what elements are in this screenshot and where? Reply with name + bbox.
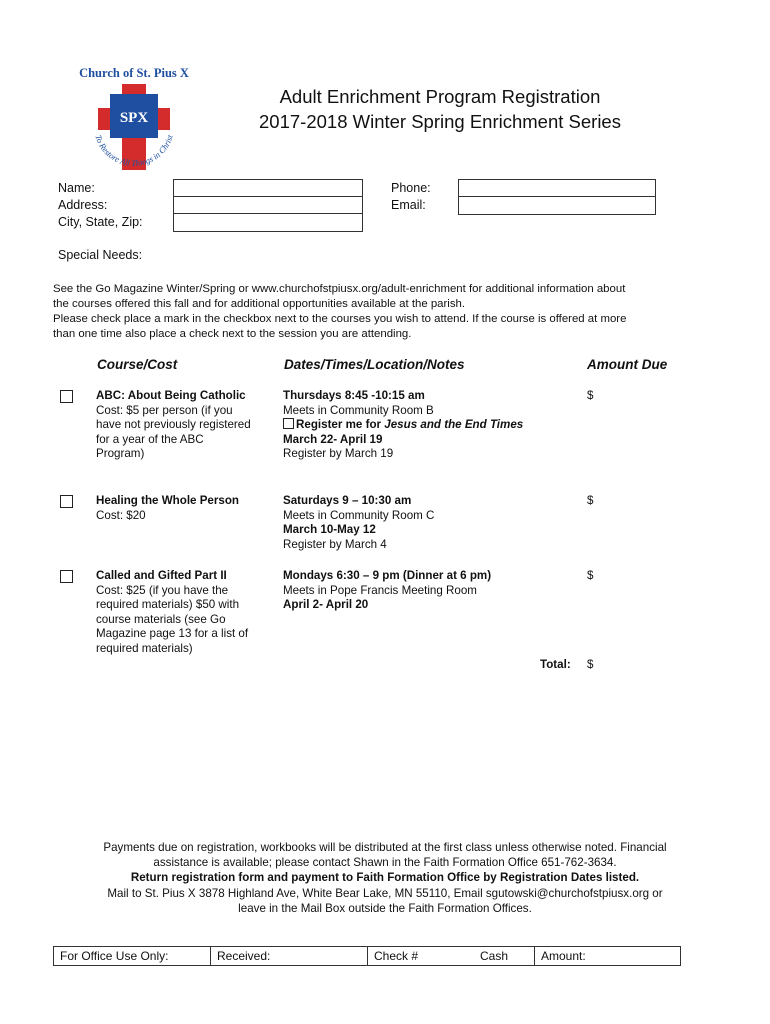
column-header-course: Course/Cost (97, 357, 178, 372)
course-checkbox-healing[interactable] (60, 495, 73, 508)
amount-due-called-gifted[interactable]: $ (587, 569, 594, 582)
column-header-dates: Dates/Times/Location/Notes (284, 357, 465, 372)
city-state-zip-field[interactable] (173, 213, 363, 232)
office-cash: Cash (480, 949, 509, 963)
office-use-label: For Office Use Only: (60, 949, 169, 963)
course-called-gifted-details: Mondays 6:30 – 9 pm (Dinner at 6 pm) Meets in Pope Francis Meeting Room April 2- April 20 (283, 569, 492, 612)
logo-monogram: SPX (119, 110, 149, 126)
amount-due-healing[interactable]: $ (587, 494, 594, 507)
office-received: Received: (210, 947, 367, 965)
special-needs-label: Special Needs: (58, 248, 143, 262)
course-called-gifted: Called and Gifted Part II Cost: $25 (if you have the required materials) $50 with course materials (see Go Magazine page 13 for a list of required materials) (96, 569, 249, 655)
instructions: See the Go Magazine Winter/Spring or www.churchofstpiusx.org/adult-enrichment for additional information about the courses offered this fall and for additional opportunities available at the parish. Please check place a mark in the checkbox next to the courses you wish to attend. If the course is offered at more than one time also place a check next to the session you are attending. (53, 283, 627, 340)
total-amount[interactable]: $ (587, 658, 594, 671)
church-name-logo-text: Church of St. Pius X (79, 66, 189, 80)
course-checkbox-abc[interactable] (60, 390, 73, 403)
address-label: Address: (58, 198, 108, 212)
special-needs-field[interactable] (160, 248, 660, 264)
payment-info: Payments due on registration, workbooks will be distributed at the first class unless otherwise noted. Financial assistance is available; please contact Shawn in the Faith Formation Office 651-762-3634. Return registration form and payment to Faith Formation Office by Registration Dates listed. Mail to St. Pius X 3878 Highland Ave, White Bear Lake, MN 55110, Email sgutowski@churchofstpiusx.org or leave in the Mail Box outside the Faith Formation Offices. (103, 841, 667, 915)
logo-motto: To Restore All Things in Christ (93, 133, 175, 169)
church-logo-icon (76, 78, 192, 178)
amount-due-abc[interactable]: $ (587, 389, 594, 402)
course-checkbox-called-gifted[interactable] (60, 570, 73, 583)
office-amount: Amount: (534, 947, 680, 965)
course-healing: Healing the Whole Person Cost: $20 (96, 494, 240, 522)
email-field[interactable] (458, 196, 656, 215)
office-check-number: Check # (367, 947, 474, 965)
page-title: Adult Enrichment Program Registration (279, 86, 601, 107)
course-healing-details: Saturdays 9 – 10:30 am Meets in Community Room C March 10-May 12 Register by March 4 (283, 494, 435, 551)
email-label: Email: (391, 198, 426, 212)
phone-label: Phone: (391, 181, 431, 195)
total-label: Total: (540, 658, 571, 671)
course-abc: ABC: About Being Catholic Cost: $5 per person (if you have not previously registered for a year of the ABC Program) (96, 389, 251, 461)
page-subtitle: 2017-2018 Winter Spring Enrichment Series (259, 111, 621, 132)
office-use-row (53, 946, 681, 966)
name-label: Name: (58, 181, 95, 195)
session-checkbox-end-times[interactable] (283, 418, 294, 429)
column-header-amount: Amount Due (587, 357, 668, 372)
city-state-zip-label: City, State, Zip: (58, 215, 143, 229)
course-abc-details: Thursdays 8:45 -10:15 am Meets in Community Room B Register me for Jesus and the End Times March 22- April 19 Register by March 19 (283, 389, 524, 461)
